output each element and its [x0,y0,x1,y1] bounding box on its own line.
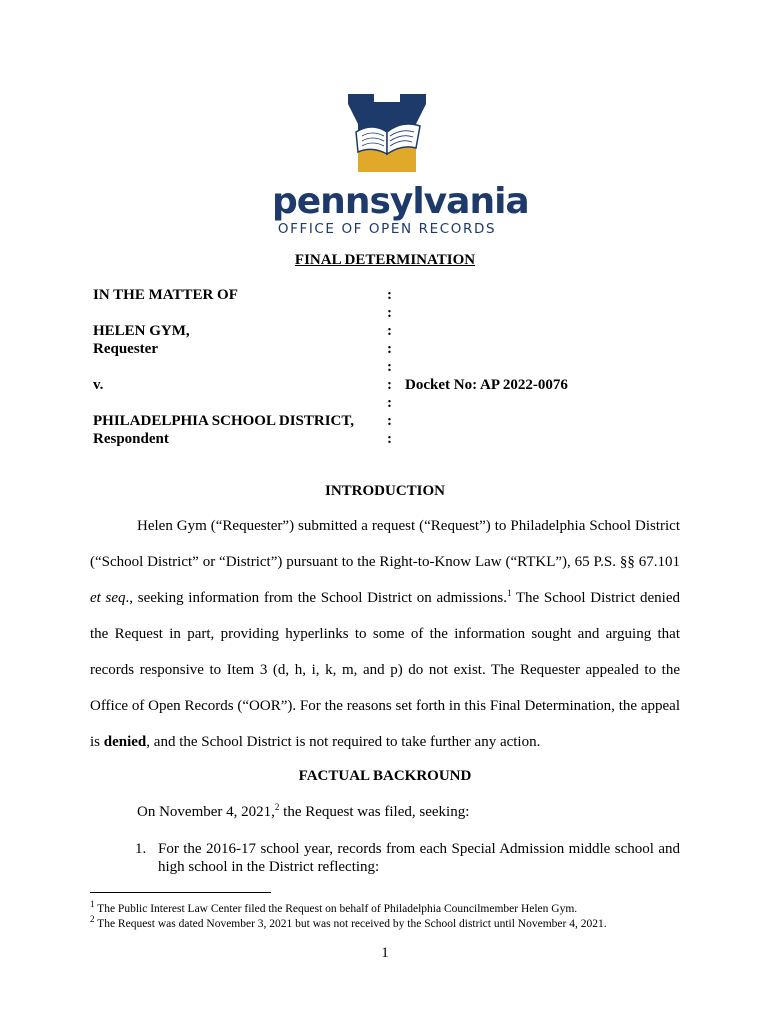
footnote [90,914,690,931]
logo-wordmark: pennsylvania [272,181,529,222]
request-item [135,840,680,876]
footnote [90,899,690,916]
colon: : [387,323,392,339]
caption-versus: v. [93,377,104,393]
colon: : [387,395,392,411]
intro-bold: denied [103,734,147,750]
respondent-role: Respondent [93,431,169,447]
colon: : [387,287,392,303]
footnote-mark: 1 [90,899,95,910]
footnote-ref[interactable]: 1 [506,588,512,598]
colon: : [387,431,392,447]
introduction-paragraph [90,508,680,760]
colon: : [387,413,392,429]
intro-text: Helen Gym (“Requester”) submitted a request (“Request”) to Philadelphia School District (“School District” or “District”) pursuant to the Right-to-Know Law (“RTKL”), 65 P.S. §§ 67.101 [90,518,680,570]
requester-name: HELEN GYM, [93,323,190,339]
item-number: 1. [135,841,147,857]
footnote-text: The Request was dated November 3, 2021 but was not received by the School district until November 4, 2021. [97,918,607,930]
background-text: On November 4, 2021, [137,804,275,820]
colon: : [387,377,392,393]
docket-number: Docket No: AP 2022-0076 [405,377,568,393]
intro-text: The School District denied the Request in part, providing hyperlinks to some of the information sought and arguing that records responsive to Item 3 (d, h, i, k, m, and p) do not exist. The Requester appealed to the Office of Open Records (“OOR”). For the reasons set forth in this Final Determination, the appeal is [90,590,680,750]
pa-oor-logo [272,92,529,242]
background-intro-line [137,803,469,821]
intro-text: ., seeking information from the School District on admissions. [125,590,507,606]
page-number: 1 [381,945,389,961]
background-heading: FACTUAL BACKROUND [298,768,472,784]
introduction-heading: INTRODUCTION [324,483,445,499]
item-text: For the 2016-17 school year, records from each Special Admission middle school and high school in the District reflecting: [158,841,680,875]
background-text: the Request was filed, seeking: [279,804,470,820]
footnote-ref[interactable]: 2 [274,802,280,812]
requester-role: Requester [93,341,158,357]
keystone-book-icon [344,92,430,174]
caption-matter: IN THE MATTER OF [93,287,238,303]
intro-italic: et seq [90,590,126,606]
intro-text: , and the School District is not required to take further any action. [146,734,541,750]
footnote-text: The Public Interest Law Center filed the Request on behalf of Philadelphia Councilmember Helen Gym. [97,903,578,915]
colon: : [387,341,392,357]
document-title: FINAL DETERMINATION [294,252,476,268]
colon: : [387,305,392,321]
logo-subtitle: OFFICE OF OPEN RECORDS [277,221,497,237]
footnote-divider [90,892,271,893]
colon: : [387,359,392,375]
caption-colons [387,286,392,448]
footnote-mark: 2 [90,914,95,925]
respondent-name: PHILADELPHIA SCHOOL DISTRICT, [93,413,355,429]
